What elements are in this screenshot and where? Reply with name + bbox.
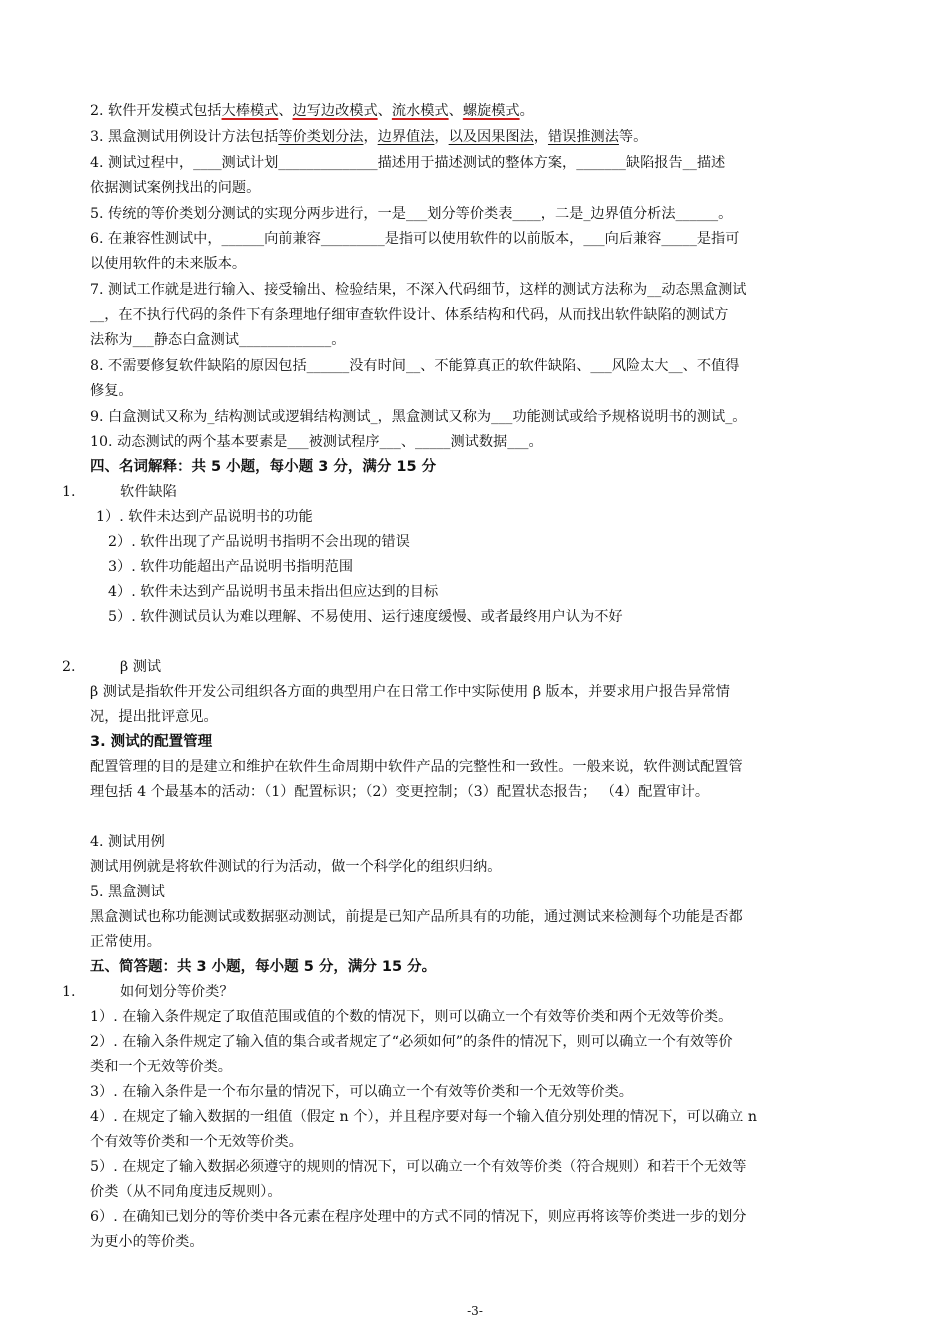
answer-1-title: 如何划分等价类？ [120, 984, 234, 1000]
q2-answer-2: 边写边改模式 [292, 103, 378, 119]
section-5-heading: 五、简答题：共 3 小题，每小题 5 分，满分 15 分。 [90, 959, 437, 975]
q3-sep-3: ， [533, 129, 548, 145]
term-1-item-3: 3）. 软件功能超出产品说明书指明范围 [108, 559, 354, 575]
answer-1-line-2: 2）. 在输入条件规定了输入值的集合或者规定了“必须如何”的条件的情况下，则可以确立一个有效等价 [90, 1034, 733, 1050]
question-2 [90, 101, 870, 121]
answer-1-line-6: 个有效等价类和一个无效等价类。 [90, 1134, 303, 1150]
q3-answer-3: 以及因果图法 [448, 129, 534, 145]
answer-1-number: 1. [62, 984, 76, 1000]
answer-1-line-10: 为更小的等价类。 [90, 1234, 204, 1250]
answer-1-line-1: 1）. 在输入条件规定了取值范围或值的个数的情况下，则可以确立一个有效等价类和两个无效等价类。 [90, 1009, 733, 1025]
question-8-line-1: 8. 不需要修复软件缺陷的原因包括______没有时间__、不能算真正的软件缺陷、___风险太大__、不值得 [90, 358, 740, 374]
answer-1-line-9: 6）. 在确知已划分的等价类中各元素在程序处理中的方式不同的情况下，则应再将该等价类进一步的划分 [90, 1209, 747, 1225]
q2-answer-1: 大棒模式 [221, 103, 279, 119]
answer-1-line-4: 3）. 在输入条件是一个布尔量的情况下，可以确立一个有效等价类和一个无效等价类。 [90, 1084, 633, 1100]
question-7-line-1: 7. 测试工作就是进行输入、接受输出、检验结果，不深入代码细节，这样的测试方法称为__动态黑盒测试 [90, 282, 747, 298]
question-9: 9. 白盒测试又称为_结构测试或逻辑结构测试_，黑盒测试又称为___功能测试或给予规格说明书的测试_。 [90, 409, 747, 425]
answer-1-line-8: 价类（从不同角度违反规则）。 [90, 1184, 282, 1200]
term-2-number: 2. [62, 659, 76, 675]
question-10: 10. 动态测试的两个基本要素是___被测试程序___、_____测试数据___。 [90, 434, 543, 450]
question-6-line-2: 以使用软件的未来版本。 [90, 256, 247, 272]
question-5: 5. 传统的等价类划分测试的实现分两步进行，一是___划分等价类表____，二是_边界值分析法______。 [90, 206, 733, 222]
answer-1-line-7: 5）. 在规定了输入数据必须遵守的规则的情况下，可以确立一个有效等价类（符合规则）和若干个无效等 [90, 1159, 747, 1175]
term-5-line-2: 正常使用。 [90, 934, 161, 950]
page-number: -3- [467, 1304, 483, 1318]
q3-answer-4: 错误推测法 [547, 129, 619, 145]
question-8-line-2: 修复。 [90, 383, 133, 399]
term-4-line-1: 测试用例就是将软件测试的行为活动，做一个科学化的组织归纳。 [90, 859, 502, 875]
term-3-title: 3. 测试的配置管理 [90, 734, 213, 750]
term-1-item-4: 4）. 软件未达到产品说明书虽未指出但应达到的目标 [108, 584, 439, 600]
term-2-line-2: 况，提出批评意见。 [90, 709, 218, 725]
question-6-line-1: 6. 在兼容性测试中，______向前兼容_________是指可以使用软件的以前版本，___向后兼容_____是指可 [90, 231, 740, 247]
q2-answer-4: 螺旋模式 [462, 103, 520, 119]
answer-1-line-5: 4）. 在规定了输入数据的一组值（假定 n 个），并且程序要对每一个输入值分别处理的情况下，可以确立 n [90, 1109, 758, 1125]
term-5-line-1: 黑盒测试也称功能测试或数据驱动测试，前提是已知产品所具有的功能，通过测试来检测每个功能是否都 [90, 909, 743, 925]
term-3-line-1: 配置管理的目的是建立和维护在软件生命周期中软件产品的完整性和一致性。一般来说，软件测试配置管 [90, 759, 743, 775]
question-4-line-1: 4. 测试过程中，____测试计划______________描述用于描述测试的整体方案，_______缺陷报告__描述 [90, 155, 726, 171]
q2-answer-3: 流水模式 [391, 103, 449, 119]
term-1-title: 软件缺陷 [120, 484, 177, 500]
q3-answer-1: 等价类划分法 [278, 129, 364, 145]
answer-1-line-3: 类和一个无效等价类。 [90, 1059, 232, 1075]
question-3 [90, 127, 870, 147]
q2-sep-1: 、 [278, 103, 293, 119]
q2-sep-3: 、 [448, 103, 463, 119]
question-7-line-3: 法称为___静态白盒测试_____________。 [90, 332, 346, 348]
q2-prefix: 2. 软件开发模式包括 [90, 103, 222, 119]
q3-answer-2: 边界值法 [377, 129, 435, 145]
term-5-title: 5. 黑盒测试 [90, 884, 165, 900]
q3-end: 等。 [618, 129, 648, 145]
term-1-item-2: 2）. 软件出现了产品说明书指明不会出现的错误 [108, 534, 410, 550]
q3-sep-1: ， [363, 129, 378, 145]
question-4-line-2: 依据测试案例找出的问题。 [90, 180, 261, 196]
q2-sep-2: 、 [377, 103, 392, 119]
q2-end: 。 [519, 103, 534, 119]
q3-prefix: 3. 黑盒测试用例设计方法包括 [90, 129, 279, 145]
section-4-heading: 四、名词解释：共 5 小题，每小题 3 分，满分 15 分 [90, 459, 437, 475]
term-1-item-5: 5）. 软件测试员认为难以理解、不易使用、运行速度缓慢、或者最终用户认为不好 [108, 609, 623, 625]
q3-sep-2: ， [434, 129, 449, 145]
term-3-line-2: 理包括 4 个最基本的活动：（1）配置标识；（2）变更控制；（3）配置状态报告； （4）配置审计。 [90, 784, 710, 800]
term-2-title: β 测试 [120, 659, 162, 675]
term-1-number: 1. [62, 484, 76, 500]
term-1-item-1: 1）. 软件未达到产品说明书的功能 [96, 509, 313, 525]
question-7-line-2: __，在不执行代码的条件下有条理地仔细审查软件设计、体系结构和代码，从而找出软件缺陷的测试方 [90, 307, 729, 323]
term-2-line-1: β 测试是指软件开发公司组织各方面的典型用户在日常工作中实际使用 β 版本，并要求用户报告异常情 [90, 684, 730, 700]
term-4-title: 4. 测试用例 [90, 834, 165, 850]
